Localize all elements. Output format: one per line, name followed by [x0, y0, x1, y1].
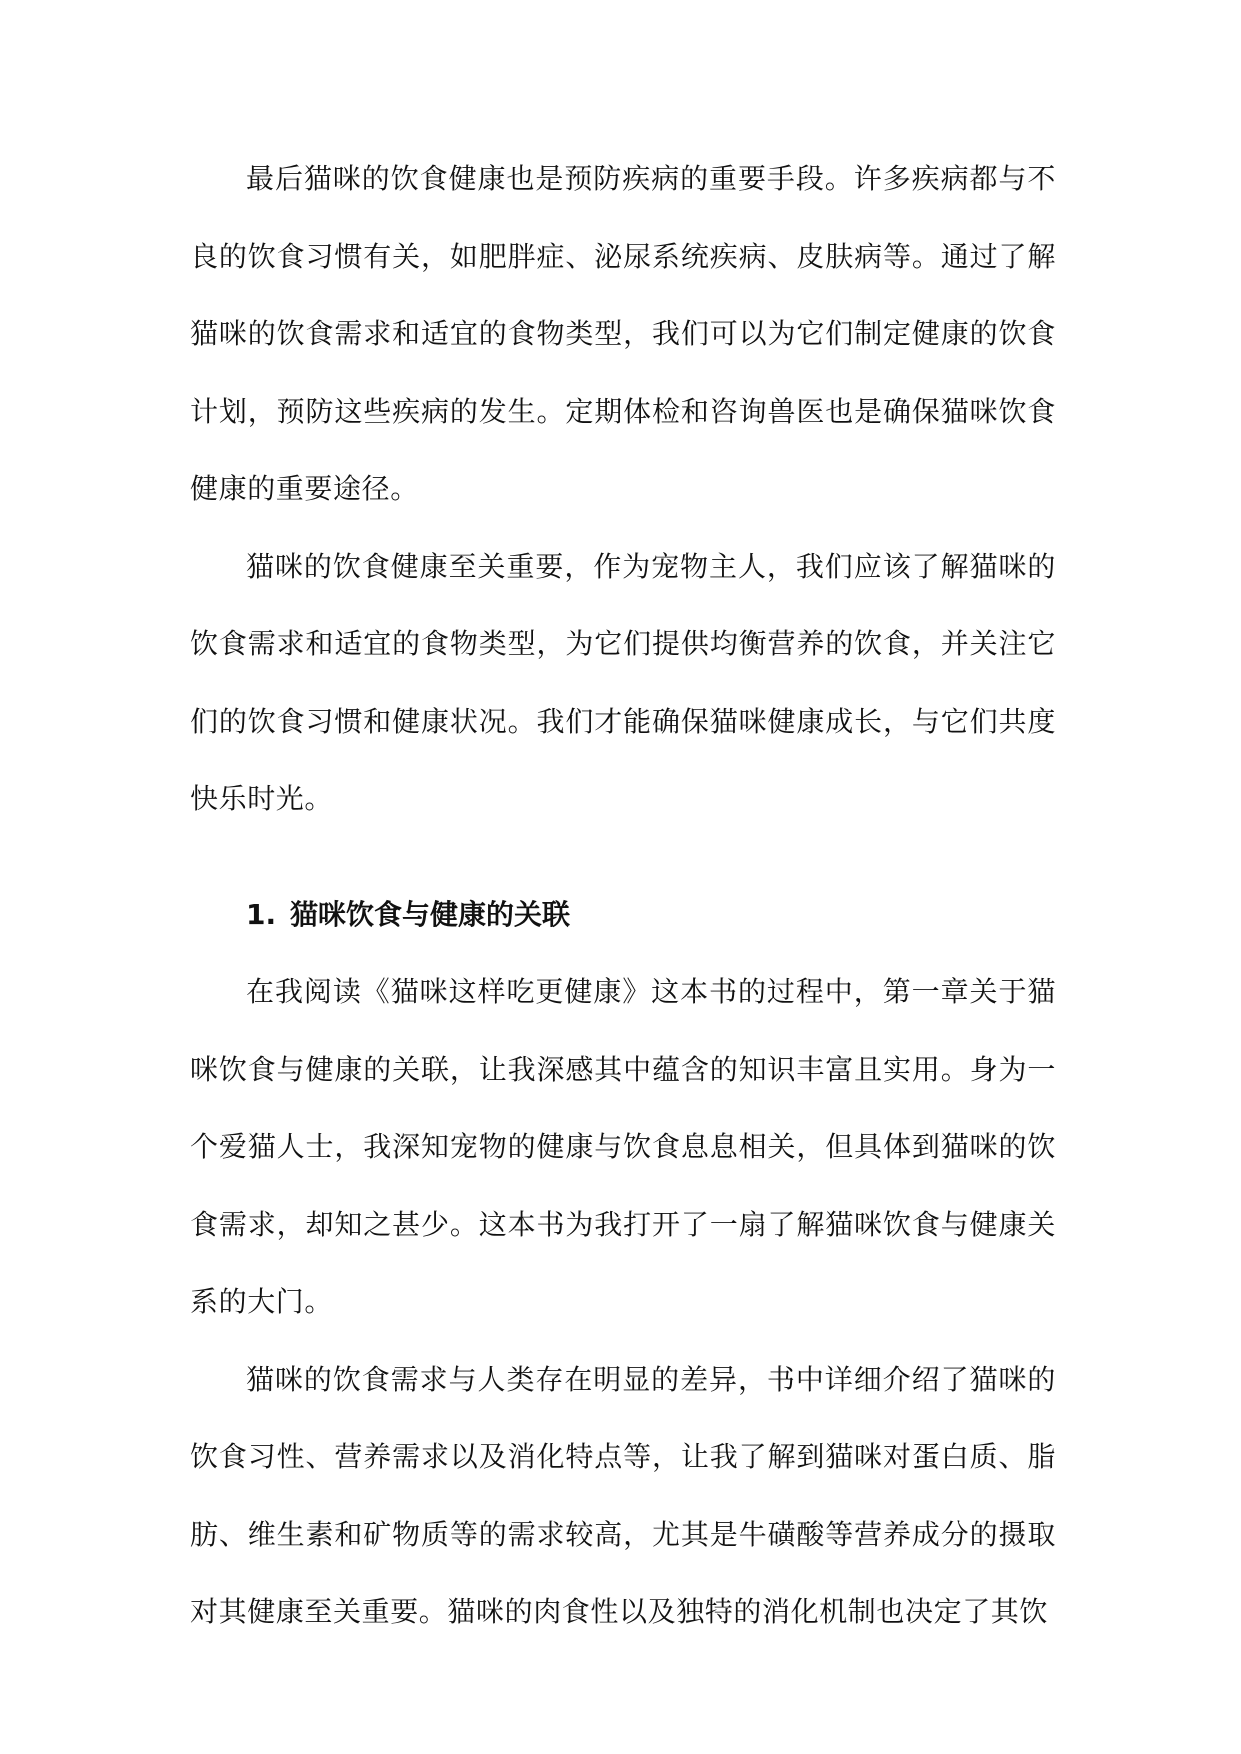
- paragraph: 最后猫咪的饮食健康也是预防疾病的重要手段。许多疾病都与不良的饮食习惯有关，如肥胖症、泌尿系统疾病、皮肤病等。通过了解猫咪的饮食需求和适宜的食物类型，我们可以为它们制定健康的饮食计划，预防这些疾病的发生。定期体检和咨询兽医也是确保猫咪饮食健康的重要途径。: [190, 162, 1056, 505]
- paragraph: 猫咪的饮食健康至关重要，作为宠物主人，我们应该了解猫咪的饮食需求和适宜的食物类型，为它们提供均衡营养的饮食，并关注它们的饮食习惯和健康状况。我们才能确保猫咪健康成长，与它们共度快乐时光。: [190, 549, 1056, 815]
- section-spacer: [190, 838, 1056, 876]
- paragraph: 猫咪的饮食需求与人类存在明显的差异，书中详细介绍了猫咪的饮食习性、营养需求以及消化特点等，让我了解到猫咪对蛋白质、脂肪、维生素和矿物质等的需求较高，尤其是牛磺酸等营养成分的摄取对其健康至关重要。猫咪的肉食性以及独特的消化机制也决定了其饮: [190, 1362, 1056, 1628]
- section-number: 1.: [246, 897, 277, 931]
- document-page: [190, 140, 1056, 1651]
- paragraph: 在我阅读《猫咪这样吃更健康》这本书的过程中，第一章关于猫咪饮食与健康的关联，让我深感其中蕴含的知识丰富且实用。身为一个爱猫人士，我深知宠物的健康与饮食息息相关，但具体到猫咪的饮食需求，却知之甚少。这本书为我打开了一扇了解猫咪饮食与健康关系的大门。: [190, 975, 1056, 1318]
- section-title: 猫咪饮食与健康的关联: [290, 897, 571, 931]
- section-heading: [190, 876, 1056, 954]
